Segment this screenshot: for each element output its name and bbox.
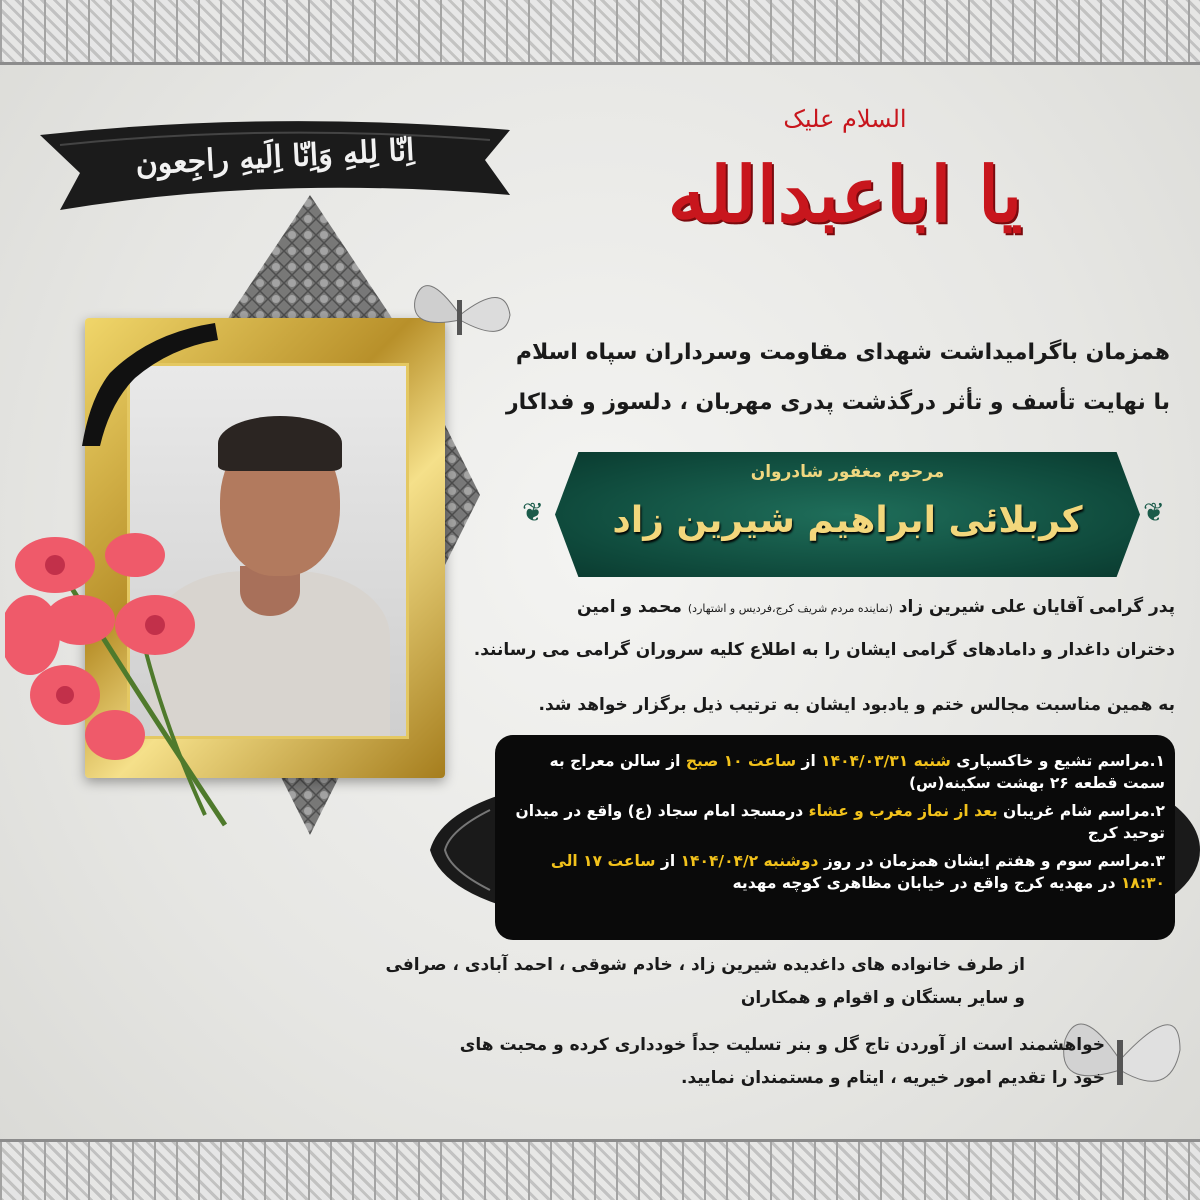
- calligraphy-title: یا اباعبدالله: [667, 150, 1023, 239]
- footer-line-2: و سایر بستگان و اقوام و همکاران: [740, 988, 1025, 1008]
- top-border-pattern: [0, 0, 1200, 62]
- portrait-hair: [218, 416, 342, 471]
- calligraphy-salutation: السلام علیک: [783, 105, 907, 133]
- deceased-name: کربلائی ابراهیم شیرین زاد: [612, 500, 1083, 541]
- footer-line-3: خواهشمند است از آوردن تاج گل و بنر تسلیت جداً خودداری کرده و محبت های: [459, 1035, 1105, 1055]
- announcement-sons: پدر گرامی آقایان علی شیرین زاد: [898, 597, 1175, 617]
- butterfly-icon: [1050, 1000, 1190, 1110]
- bottom-border-line: [0, 1139, 1200, 1142]
- mourning-ribbon-icon: [80, 318, 220, 448]
- announcement-line-3: به همین مناسبت مجالس ختم و یادبود ایشان به ترتیب ذیل برگزار خواهد شد.: [538, 695, 1175, 715]
- intro-line-2: با نهایت تأسف و تأثر درگذشت پدری مهربان ، دلسوز و فداکار: [506, 390, 1170, 415]
- announcement-sons-2: محمد و امین: [576, 597, 682, 617]
- schedule-item-1: ۱.مراسم تشیع و خاکسپاری شنبه ۱۴۰۴/۰۳/۳۱ از ساعت ۱۰ صبح از سالن معراج به سمت قطعه ۲۶ بهشت سکینه(س): [549, 752, 1165, 792]
- footer-line-4: خود را تقدیم امور خیریه ، ایتام و مستمندان نمایید.: [681, 1068, 1105, 1088]
- ornament-icon: ❦: [522, 498, 544, 528]
- gladiolus-flower-icon: [5, 525, 235, 835]
- announcement-line-1: [415, 597, 1175, 617]
- ornament-icon: [430, 795, 500, 905]
- ribbon-verse: اِنّا لِلهِ وَاِنّا اِلَیهِ راجِعون: [134, 132, 416, 183]
- schedule-item-2: ۲.مراسم شام غریبان بعد از نماز مغرب و عشاء درمسجد امام سجاد (ع) واقع در میدان توحید کرج: [515, 802, 1165, 842]
- schedule-text: [505, 750, 1165, 894]
- deceased-title: مرحوم مغفور شادروان: [750, 462, 945, 482]
- bottom-border-pattern: [0, 1142, 1200, 1200]
- intro-line-1: همزمان باگرامیداشت شهدای مقاومت وسرداران سپاه اسلام: [515, 340, 1170, 365]
- schedule-item-3: ۳.مراسم سوم و هفتم ایشان همزمان در روز دوشنبه ۱۴۰۴/۰۴/۲ از ساعت ۱۷ الی ۱۸:۳۰ در مهدیه کرج واقع در خیابان مظاهری کوچه مهدیه: [550, 852, 1165, 892]
- announcement-note: (نماینده مردم شریف کرج،فردیس و اشتهارد): [687, 602, 893, 615]
- ornament-icon: ❦: [1143, 498, 1165, 528]
- announcement-line-2: دختران داغدار و دامادهای گرامی ایشان را به اطلاع کلیه سروران گرامی می رسانند.: [473, 640, 1175, 660]
- footer-line-1: از طرف خانواده های داغدیده شیرین زاد ، خادم شوقی ، احمد آبادی ، صرافی: [385, 955, 1025, 975]
- top-border-line: [0, 62, 1200, 65]
